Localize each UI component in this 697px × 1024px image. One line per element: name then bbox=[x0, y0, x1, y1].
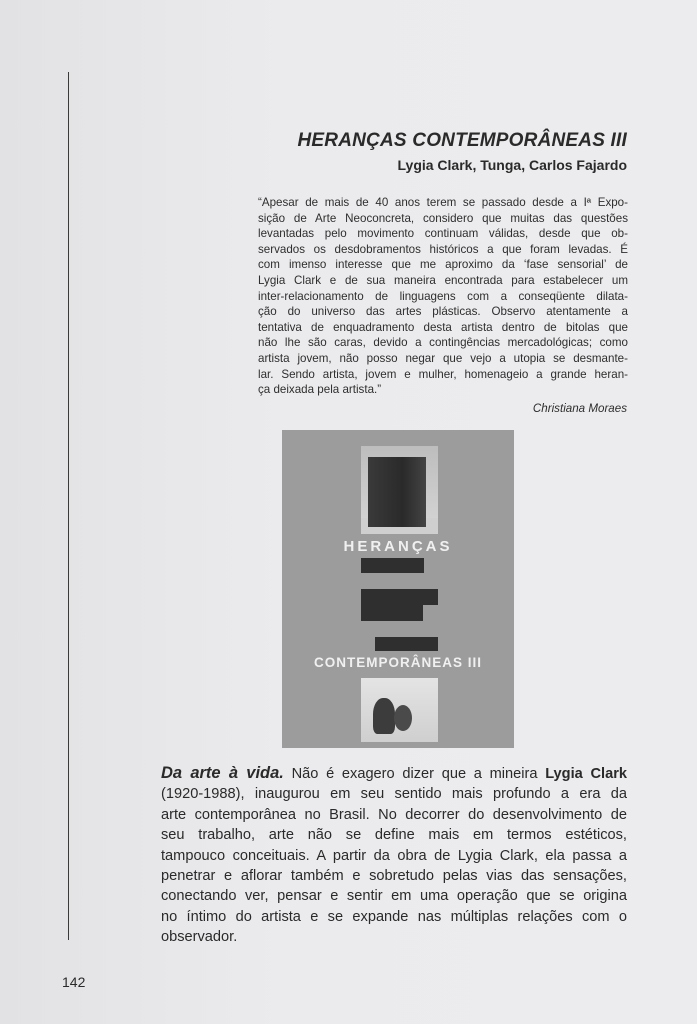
body-line: conectando ver, pensar e sentir em uma operação que se origina bbox=[161, 888, 627, 905]
dark-object bbox=[394, 705, 412, 731]
margin-rule bbox=[68, 72, 69, 940]
body-line bbox=[161, 763, 627, 784]
quote-line: tentativa de enquadramento desta artista dentro de bitolas que bbox=[258, 320, 628, 334]
poster-block bbox=[361, 589, 438, 605]
artist-name: Lygia Clark bbox=[545, 766, 627, 782]
body-line: observador. bbox=[161, 929, 238, 946]
quote-line: levantadas pelo movimento continuam válidas, desde que ob- bbox=[258, 227, 628, 241]
quote-line: servados os desdobramentos históricos a que foram levadas. É bbox=[258, 242, 628, 256]
poster-word-bottom: CONTEMPORÂNEAS III bbox=[313, 655, 482, 670]
body-line: no íntimo do artista e se expande nas múltiplas relações com o bbox=[161, 908, 627, 925]
quote-line: Lygia Clark e de sua maneira encontrada para estabelecer um bbox=[258, 273, 628, 287]
page-title: HERANÇAS CONTEMPORÂNEAS III bbox=[297, 130, 627, 151]
body-line: tampouco conceituais. A partir da obra de Lygia Clark, ela passa a bbox=[161, 847, 627, 864]
dark-object bbox=[373, 698, 395, 734]
quote-line: com imenso interesse que me aproximo da ‘fase sensorial’ de bbox=[258, 258, 628, 272]
poster-word-top: HERANÇAS bbox=[343, 538, 453, 555]
poster-block bbox=[361, 605, 423, 621]
quote-line: “Apesar de mais de 40 anos terem se passado desde a Iª Expo- bbox=[258, 196, 628, 209]
page-subtitle: Lygia Clark, Tunga, Carlos Fajardo bbox=[397, 157, 627, 173]
lead-in: Da arte à vida. bbox=[161, 764, 284, 782]
quote-line: ça deixada pela artista.” bbox=[258, 383, 382, 397]
quote-author: Christiana Moraes bbox=[532, 402, 627, 415]
exhibition-poster-image bbox=[282, 430, 514, 748]
dark-box-sculpture bbox=[368, 457, 426, 527]
poster-block bbox=[375, 637, 438, 651]
body-line: arte contemporânea no Brasil. No decorrer do desenvolvimento de bbox=[161, 806, 627, 823]
body-paragraph bbox=[161, 763, 627, 948]
quote-line: sição de Arte Neoconcreta, considero que muitas das questões bbox=[258, 211, 628, 225]
epigraph-quote bbox=[258, 195, 628, 398]
quote-line: inter-relacionamento de linguagens com a conseqüente dilata- bbox=[258, 289, 628, 303]
poster-block bbox=[361, 558, 424, 573]
page-number: 142 bbox=[62, 974, 86, 990]
body-line: penetrar e aflorar também e sobretudo pelas vias das sensações, bbox=[161, 868, 627, 885]
body-line: (1920-1988), inaugurou em seu sentido mais profundo a era da bbox=[161, 786, 627, 803]
quote-line: ção do universo das artes plásticas. Observo atentamente a bbox=[258, 305, 628, 319]
body-text-span: Não é exagero dizer que a mineira bbox=[291, 766, 538, 782]
quote-line: artista jovem, não posso negar que vejo a utopia se desmante- bbox=[258, 351, 628, 365]
quote-line: não lhe são caras, devido a contingências mercadológicas; como bbox=[258, 336, 628, 350]
body-line: seu trabalho, arte não se define mais em termos estéticos, bbox=[161, 827, 627, 844]
quote-line: lar. Sendo artista, jovem e mulher, homenageio a grande heran- bbox=[258, 367, 628, 381]
